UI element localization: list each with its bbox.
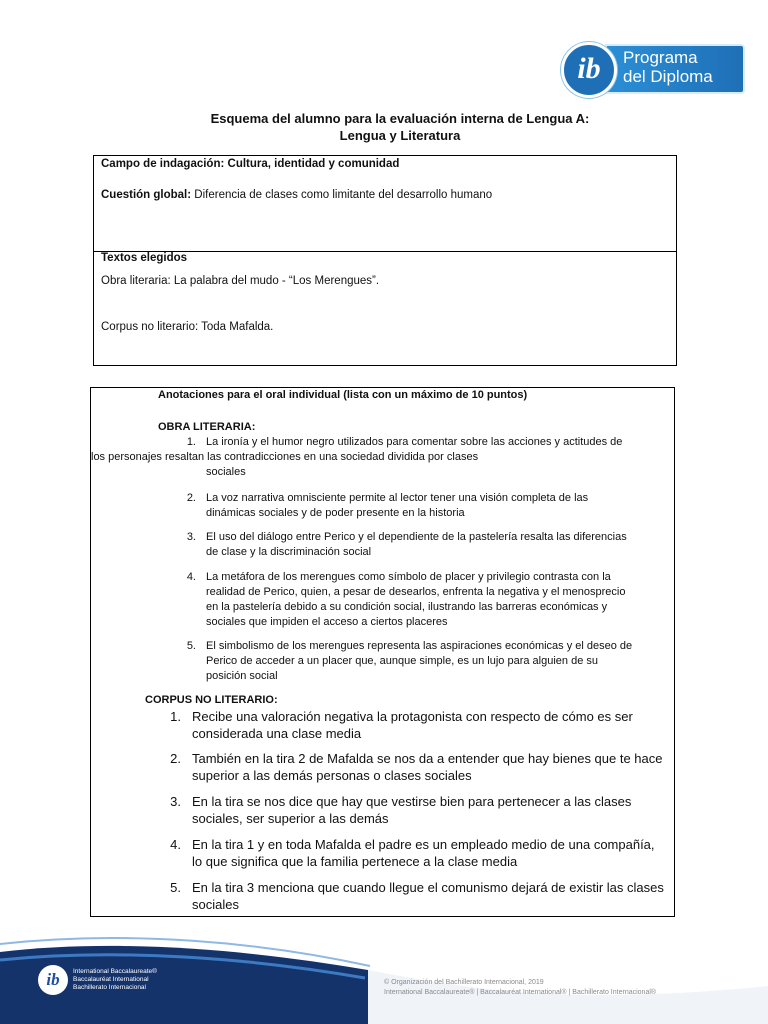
textos-heading: Textos elegidos bbox=[101, 252, 188, 264]
cuestion-value: Diferencia de clases como limitante del desarrollo humano bbox=[194, 189, 493, 201]
corpus-item-2 bbox=[192, 750, 663, 784]
obra-heading: OBRA LITERARIA: bbox=[158, 421, 256, 433]
corpus-item-2-line-1: También en la tira 2 de Mafalda se nos da a entender que hay bienes que te hace bbox=[192, 751, 663, 766]
corpus-item-4-line-2: lo que significa que la familia pertenece a la clase media bbox=[192, 854, 518, 869]
corpus-item-5-num: 5. bbox=[170, 880, 181, 895]
corpus-item-5-line-1: En la tira 3 menciona que cuando llegue el comunismo dejará de existir las clases bbox=[192, 880, 664, 895]
campo-section bbox=[94, 156, 676, 252]
corpus-item-3-line-2: sociales, ser superior a las demás bbox=[192, 811, 389, 826]
footer-ib-line-1: International Baccalaureate® bbox=[73, 968, 157, 975]
obra-item-3 bbox=[206, 530, 627, 560]
programa-del-diploma-logo bbox=[561, 42, 747, 100]
obra-item-2-line-2: dinámicas sociales y de poder presente en la historia bbox=[206, 507, 465, 519]
obra-item-1-line-3: sociales bbox=[206, 466, 246, 478]
obra-literaria: Obra literaria: La palabra del mudo - “Los Merengues”. bbox=[101, 275, 380, 287]
obra-item-5-num: 5. bbox=[186, 640, 196, 652]
corpus-item-1 bbox=[192, 708, 633, 742]
corpus-item-2-line-2: superior a las demás personas o clases sociales bbox=[192, 768, 472, 783]
footer-copyright bbox=[384, 978, 656, 998]
corpus-no-literario: Corpus no literario: Toda Mafalda. bbox=[101, 321, 274, 333]
corpus-item-5-line-2: sociales bbox=[192, 897, 239, 912]
corpus-item-2-num: 2. bbox=[170, 751, 181, 766]
obra-item-2 bbox=[206, 491, 588, 521]
corpus-item-5 bbox=[192, 879, 664, 913]
obra-item-3-line-2: de clase y la discriminación social bbox=[206, 546, 372, 558]
logo-line-2: del Diploma bbox=[623, 67, 713, 86]
corpus-item-4 bbox=[192, 836, 655, 870]
title-line-1: Esquema del alumno para la evaluación interna de Lengua A: bbox=[210, 111, 590, 126]
campo-label: Campo de indagación: Cultura, identidad y comunidad bbox=[101, 158, 400, 170]
obra-item-5-line-2: Perico de acceder a un placer que, aunque simple, es un lujo para alguien de su bbox=[206, 655, 598, 667]
obra-item-1-line: La ironía y el humor negro utilizados para comentar sobre las acciones y actitudes de bbox=[206, 436, 623, 448]
corpus-heading: CORPUS NO LITERARIO: bbox=[145, 694, 278, 706]
ib-logo-icon: ib bbox=[561, 42, 617, 98]
copyright-line-2: International Baccalaureate® | Baccalauréat International® | Bachillerato Internacional® bbox=[384, 989, 657, 996]
obra-item-2-num: 2. bbox=[186, 492, 196, 504]
document-title bbox=[150, 110, 650, 144]
footer-ib-icon: ib bbox=[38, 965, 68, 995]
obra-item-3-line-1: El uso del diálogo entre Perico y el dependiente de la pastelería resalta las diferencias bbox=[206, 531, 627, 543]
footer-ib-line-2: Baccalauréat International bbox=[73, 976, 149, 983]
title-line-2: Lengua y Literatura bbox=[339, 128, 461, 143]
obra-item-4-num: 4. bbox=[186, 571, 196, 583]
obra-item-3-num: 3. bbox=[186, 531, 196, 543]
obra-item-4 bbox=[206, 570, 625, 630]
annotations-heading: Anotaciones para el oral individual (lista con un máximo de 10 puntos) bbox=[158, 389, 528, 401]
corpus-item-1-num: 1. bbox=[170, 709, 181, 724]
obra-item-4-line-3: en la pastelería debido a su condición social, ilustrando las barreras económicas y bbox=[206, 601, 608, 613]
info-table bbox=[93, 155, 677, 366]
obra-item-1-num: 1. bbox=[186, 436, 196, 448]
corpus-item-3-line-1: En la tira se nos dice que hay que vestirse bien para pertenecer a las clases bbox=[192, 794, 632, 809]
obra-item-5 bbox=[206, 639, 632, 684]
obra-item-1-line-2: los personajes resaltan las contradicciones en una sociedad dividida por clases bbox=[91, 451, 479, 463]
footer-ib-logo bbox=[38, 965, 188, 999]
obra-item-4-line-4: sociales que impiden el acceso a ciertos placeres bbox=[206, 616, 448, 628]
copyright-line-1: © Organización del Bachillerato Internacional, 2019 bbox=[384, 979, 544, 986]
annotations-box bbox=[90, 387, 675, 917]
footer-ib-line-3: Bachillerato Internacional bbox=[73, 984, 146, 991]
obra-item-1 bbox=[91, 435, 623, 480]
cuestion-label: Cuestión global: bbox=[101, 189, 192, 201]
obra-item-5-line-3: posición social bbox=[206, 670, 278, 682]
obra-item-1-line bbox=[91, 450, 622, 465]
obra-item-5-line-1: El simbolismo de los merengues representa las aspiraciones económicas y el deseo de bbox=[206, 640, 633, 652]
logo-line-1: Programa bbox=[623, 48, 698, 67]
corpus-item-3-num: 3. bbox=[170, 794, 181, 809]
obra-item-4-line-1: La metáfora de los merengues como símbolo de placer y privilegio contrasta con la bbox=[206, 571, 611, 583]
obra-item-2-line-1: La voz narrativa omnisciente permite al lector tener una visión completa de las bbox=[206, 492, 589, 504]
corpus-item-4-line-1: En la tira 1 y en toda Mafalda el padre es un empleado medio de una compañía, bbox=[192, 837, 655, 852]
cuestion-row bbox=[101, 189, 492, 201]
corpus-item-1-line-1: Recibe una valoración negativa la protagonista con respecto de cómo es ser bbox=[192, 709, 633, 724]
corpus-item-1-line-2: considerada una clase media bbox=[192, 726, 362, 741]
corpus-item-4-num: 4. bbox=[170, 837, 181, 852]
corpus-item-3 bbox=[192, 793, 631, 827]
obra-item-4-line-2: realidad de Perico, quien, a pesar de desearlos, enfrenta la negativa y el menosprecio bbox=[206, 586, 626, 598]
